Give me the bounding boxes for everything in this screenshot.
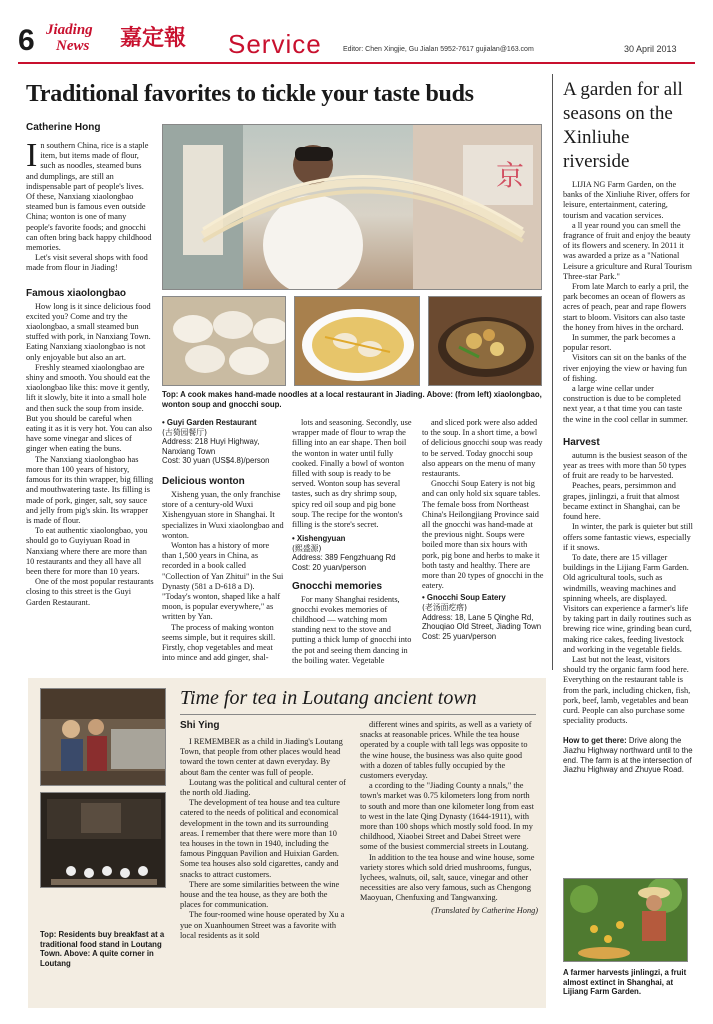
tea-col-2 (360, 720, 538, 916)
wonton-soup-photo (294, 296, 420, 386)
paragraph: Gnocchi Soup Eatery is not big and can only hold six square tables. The female boss from Northeast China's Heilongjiang Province said all the gnocchi was hand-made at the previous night. Soups were boiled more than six hours with pork, pig bone and herbs to make it both tasty and healthy. There are more than 20 types of gnocchi in the eatery. (422, 479, 544, 591)
intro-text: n southern China, rice is a staple item, but items made of flour, such as noodles, steamed buns and dumplings, are still an indispensable part of people's lives. Of these, Nanxiang xiaolongbao steamed bun is famous even outside China; wonton is one of many people's favorite foods; and gnocchi can often bring back happy childhood memories. (26, 141, 152, 253)
paragraph: a ccording to the "Jiading County a nnals," the town's market was 0.75 kilometers long from north to south and more than one kilometer long from east to west in the late Qing Dynasty (1644-1911), with more than 100 shops which mostly sold food. In my childhood, Xiaobei Street and Dabei Street were some of the busiest commercial streets in Loutang. (360, 781, 534, 852)
shop-gnocchi-address: Address: 18, Lane 5 Qinghe Rd, Zhouqiao Old Street, Jiading Town (422, 612, 542, 632)
paragraph: Last but not the least, visitors should try the organic farm food here. Everything on the restaurant table is from the park, including chicken, fish, pork, beef, lamb, vegetables and bean curd. People can also purchase some speciality products. (563, 654, 691, 726)
wonton-illustration (295, 297, 420, 386)
tea-col1-body (180, 737, 348, 941)
paragraph: The Nanxiang xiaolongbao has more than 100 years of history, famous for its thin wrapper, big filling and mouthwatering taste. Its filling is made of pork, ginger, salt, soy sauce and jelly from pig's skin. Its wrapper is made of flour. (26, 454, 154, 525)
xiaolongbao-photo (162, 296, 286, 386)
paragraph: How long is it since delicious food excited you? Come and try the xiaolongbao, a small steamed bun stuffed with pork, in Nanxiang Town. Eating Nanxiang xiaolongbao is not only enjoyable but also an art. (26, 301, 151, 362)
paragraph: In winter, the park is quieter but still offers some fantastic views, especially if it snows. (563, 522, 693, 552)
side-body-2 (563, 451, 693, 726)
farmer-photo (563, 878, 688, 962)
paragraph: autumn is the busiest season of the year as trees with more than 50 types of fruit are ready to be harvested. (563, 450, 688, 481)
corner-illustration (41, 793, 166, 888)
paragraph: Wonton has a history of more than 1,500 years in China, as recorded in a book called "Collection of Yan Zhitui" in the Sui Dynasty (581 a D-618 a D). "Today's wonton, shaped like a half moon, is popular everywhere," as written by Yan. (162, 540, 284, 622)
logo (46, 22, 126, 62)
paragraph: lots and seasoning. Secondly, use wrapper made of flour to wrap the filling into an ear shape. Then boil the wonton in water until fully cooked. Finally a bowl of wonton filled with soup is ready to be served. Wonton soup has several tastes, such as dry shrimp soup, spicy red oil soup and pig bone soup. The recipe for the wonton's filling is the store's secret. (292, 418, 412, 530)
paragraph: There are some similarities between the wine house and the tea house, as they are both the places for communication. (180, 879, 340, 910)
subhead-gnocchi: Gnocchi memories (292, 580, 383, 592)
paragraph: a large wine cellar under construction is due to be completed next year, a t that time you can taste the wine in the cool cellar in summer. (563, 384, 688, 424)
paragraph: Xisheng yuan, the only franchise store of a century-old Wuxi Xishengyuan store in Shanghai. It specializes in Wuxi xiaolongbao and wonton. (162, 489, 284, 540)
col4-body (422, 418, 544, 591)
shop-guyi-cn: (古猗园餐厅) (162, 427, 208, 437)
farmer-photo-caption: A farmer harvests jinlingzi, a fruit almost extinct in Shanghai, at Lijiang Farm Garden. (563, 968, 687, 997)
logo-text-2: News (56, 38, 90, 54)
breakfast-stand-photo (40, 688, 166, 786)
main-byline: Catherine Hong (26, 122, 101, 133)
tea-headline: Time for tea in Loutang ancient town (180, 687, 477, 709)
tea-byline: Shi Ying (180, 720, 220, 731)
paragraph: I REMEMBER as a child in Jiading's Loutang Town, that people from other places would head toward the town center at dawn everyday. By about 8am the center was full of people. (180, 737, 343, 777)
breakfast-illustration (41, 689, 166, 786)
paragraph: different wines and spirits, as well as a variety of snacks at reasonable prices. While the tea house operated by a couple with tall legs was opposite to the wine house, the business was also quite good with a dozen of tables fully occupied by the customers everyday. (360, 720, 532, 781)
shop-xisheng-cn: (熙盛源) (292, 543, 322, 553)
noodle-illustration (163, 125, 542, 290)
tea-col-1 (180, 720, 348, 941)
paragraph: One of the most popular restaurants closing to this street is the Guyi Garden Restaurant. (26, 577, 154, 607)
shop-xisheng-cost: Cost: 20 yuan/person (292, 563, 367, 573)
col2-body (162, 490, 284, 663)
page-number: 6 (18, 24, 35, 57)
shop-guyi (162, 418, 284, 466)
main-col-3 (292, 418, 412, 666)
paragraph: Loutang was the political and cultural center of the north old Jiading. (180, 777, 346, 798)
shop-guyi-name: • Guyi Garden Restaurant (162, 418, 257, 427)
farmer-illustration (564, 879, 688, 962)
directions (563, 736, 693, 774)
paragraph: The process of making wonton seems simple, but it requires skill. Firstly, chop vegetables and meat into mince and add ginger, shal- (162, 622, 276, 663)
section-title: Service (228, 29, 322, 59)
side-column (563, 78, 693, 775)
paragraph: a ll year round you can smell the fragrance of fruit and enjoy the beauty of its flowers and scenery. In 2011 it was awarded a prize as a "National Leisure a griculture and Rural Tourism Three-star Park." (563, 220, 692, 281)
paragraph: To eat authentic xiaolongbao, you should go to Guyiyuan Road in Nanxiang where there are more than 10 restaurants and they all have all been there for more than 10 years. (26, 526, 148, 576)
shop-gnocchi (422, 593, 544, 641)
logo-text-1: Jiading (46, 22, 93, 38)
paragraph: The development of tea house and tea culture catered to the needs of political and economical development in the town and its surrounding areas. I remember that there were more than 10 tea houses in the town in 1940, including the famous Pingquan Pavilion and Huixian Garden. Some tea houses also sold cigarettes, candy and snacks to attract customers. (180, 798, 340, 879)
gnocchi-illustration (429, 297, 542, 386)
shop-xisheng-address: Address: 389 Fengzhuang Rd (292, 553, 396, 563)
xiaolongbao-illustration (163, 297, 286, 386)
svg-text:京: 京 (496, 159, 525, 192)
subhead-xiaolongbao: Famous xiaolongbao (26, 287, 127, 299)
gnocchi-soup-photo (428, 296, 542, 386)
directions-label: How to get there: (563, 736, 627, 746)
paragraph: and sliced pork were also added to the soup. In a short time, a bowl of delicious gnocchi soup was ready to be served. Today gnocchi soup also appears on the menu of many restaurants. (422, 418, 543, 479)
shop-xisheng (292, 534, 412, 572)
side-headline: A garden for all seasons on the Xinliuhe riverside (563, 79, 683, 172)
shop-gnocchi-cn: (老汤面疙瘩) (422, 603, 468, 613)
subhead-harvest: Harvest (563, 436, 600, 448)
shop-guyi-address: Address: 218 Huyi Highway, Nanxiang Town (162, 437, 260, 456)
issue-date: 30 April 2013 (624, 44, 677, 54)
tea-photo-caption: Top: Residents buy breakfast at a traditional food stand in Loutang Town. Above: A quite corner in Loutang (40, 930, 165, 968)
paragraph: From late March to early a pril, the park becomes an ocean of flowers as acres of peach, pear and rape flowers start to bloom. Visitors can also taste the honey from hives in the orchard. (563, 282, 689, 332)
paragraph: LIJIA NG Farm Garden, on the banks of the Xinliuhe River, offers for leisure, entertainment, catering, tourism and vacation services. (563, 180, 690, 220)
col3-body (292, 418, 412, 530)
food-photo-caption: Top: A cook makes hand-made noodles at a local restaurant in Jiading. Above: (from left) xiaolongbao, wonton soup and gnocchi soup. (162, 390, 542, 409)
paragraph: For many Shanghai residents, gnocchi evokes memories of childhood — watching mom standing next to the stove and putting a thick lump of gnocchi into the pot and seeing them dancing in the boiling water. Vegetable (292, 594, 412, 665)
translator-credit: (Translated by Catherine Hong) (431, 905, 538, 915)
col3b-body (292, 595, 412, 666)
noodle-cook-photo (162, 124, 542, 290)
col1-body (26, 302, 154, 608)
shop-gnocchi-cost: Cost: 25 yuan/person (422, 631, 497, 641)
shop-gnocchi-name: • Gnocchi Soup Eatery (422, 593, 506, 603)
paragraph: The four-roomed wine house operated by Xu a yue on Xuanhoumen Street was a favorite with local residents as it sold (180, 910, 345, 940)
intro-text-2: Let's visit several shops with food made from flour in Jiading! (26, 253, 148, 273)
directions-text: Drive along the Jiazhu Highway northward until to the end. The farm is at the intersection of Jiazhu Highway and Zhuyue Road. (563, 736, 693, 775)
quiet-corner-photo (40, 792, 166, 888)
paragraph: Freshly steamed xiaolongbao are shiny and smooth. You should eat the xiaolongbao like this: move it gently, lift it slowly, bite it into a small hole and then suck the soup from inside. But you should be careful when eating it as it is very hot. You can also have some vinegar and slices of ginger when eating the buns. (26, 362, 153, 454)
main-col-2 (162, 418, 284, 663)
shop-guyi-cost: Cost: 30 yuan (US$4.8)/person (162, 456, 270, 466)
shop-xisheng-name: • Xishengyuan (292, 534, 346, 544)
paragraph: In addition to the tea house and wine house, some variety stores which sold dried mushrooms, fungus, lychees, walnuts, oil, salt, sauce, vinegar and other necessities are also very famous, such as Chengong Maoyuan, Chenfuxing and Tangwanxing. (360, 852, 535, 903)
main-col-1 (26, 122, 154, 608)
paragraph: Peaches, pears, persimmon and grapes, jinlingzi, a fruit that almost became extinct in Shanghai, can be found here. (563, 481, 681, 522)
side-body-1 (563, 180, 693, 425)
main-col-4 (422, 418, 544, 641)
paragraph: Visitors can sit on the banks of the river enjoying the view or having fun of fishing. (563, 353, 687, 383)
editor-line: Editor: Chen Xingjie, Gu Jialan 5952-7617 gujialan@163.com (343, 46, 534, 53)
subhead-wonton: Delicious wonton (162, 475, 245, 487)
logo-chinese: 嘉定報 (120, 26, 187, 51)
column-divider (552, 74, 553, 670)
main-headline: Traditional favorites to tickle your taste buds (26, 81, 474, 107)
tea-col2-body (360, 720, 538, 904)
paragraph: To date, there are 15 villager buildings in the Lijiang Farm Garden. Old agricultural tools, such as windmills, weaving machines and spinning wheels, are displayed. Visitors can experience a farmer's life by taking part in daily routines such as brewing rice wine, grinding bean curd, making rice cakes, feeding livestock and working in the vegetable fields. (563, 552, 692, 654)
tea-rule (180, 714, 536, 715)
paragraph: In summer, the park becomes a popular resort. (563, 333, 676, 353)
drop-cap: I (26, 137, 38, 174)
header-rule (18, 62, 695, 64)
